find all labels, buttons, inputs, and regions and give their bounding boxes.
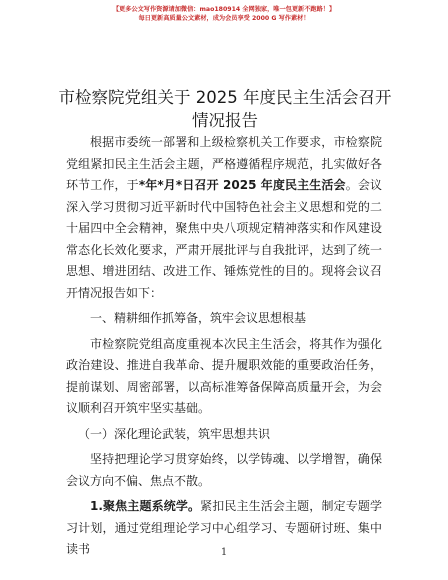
paragraph-intro-a: 根据市委统一部署和上级检察机关工作要求，市检察院党组紧扣民主生活会主题，严格遵循程序规范，扎实做好各环节工作，于 [66,135,382,192]
document-body [66,132,382,565]
paragraph-intro-date: *年*月*日召开 2025 年度民主生活会 [138,178,346,192]
section-heading-1: 一、精耕细作抓筹备，筑牢会议思想根基 [90,311,307,325]
paragraph-study-text: 紧扣民主生活会主题，制定专题学习计划，通过党组理论学习中心组学习、专题研讨班、集中读书 [66,499,382,556]
paragraph-preparation: 市检察院党组高度重视本次民主生活会，将其作为强化政治建设、推进自我革命、提升履职效能的重要政治任务，提前谋划、周密部署，以高标准筹备保障高质量开会，为会议顺利召开筑牢坚实基础。 [66,336,382,415]
document-title: 市检察院党组关于 2025 年度民主生活会召开情况报告 [58,88,392,130]
promo-banner-line-2: 每日更新高质量公文素材，成为会员享受 2000 G 写作素材！ [138,15,310,22]
promo-banner-line-1: 【更多公文写作资源请加微信：mao180914 全网独家，唯一包更新不跑路！】 [112,6,336,13]
paragraph-theory: 坚持把理论学习贯穿始终，以学铸魂、以学增智，确保会议方向不偏、焦点不散。 [66,452,382,488]
subsection-heading-1: （一）深化理论武装，筑牢思想共识 [78,426,271,441]
page-number: 1 [220,547,228,558]
promo-banner [0,5,448,23]
paragraph-study-lead: 1.聚焦主题系统学。 [90,499,201,513]
paragraph-intro [66,132,382,304]
paragraph-intro-c: 。会议深入学习贯彻习近平新时代中国特色社会主义思想和党的二十届四中全会精神，聚焦中央八项规定精神落实和作风建设常态化长效化要求，严肃开展批评与自我批评，达到了统一思想、增进团结、改进工作、锤炼党性的目的。现将会议召开情况报告如下： [66,178,382,300]
